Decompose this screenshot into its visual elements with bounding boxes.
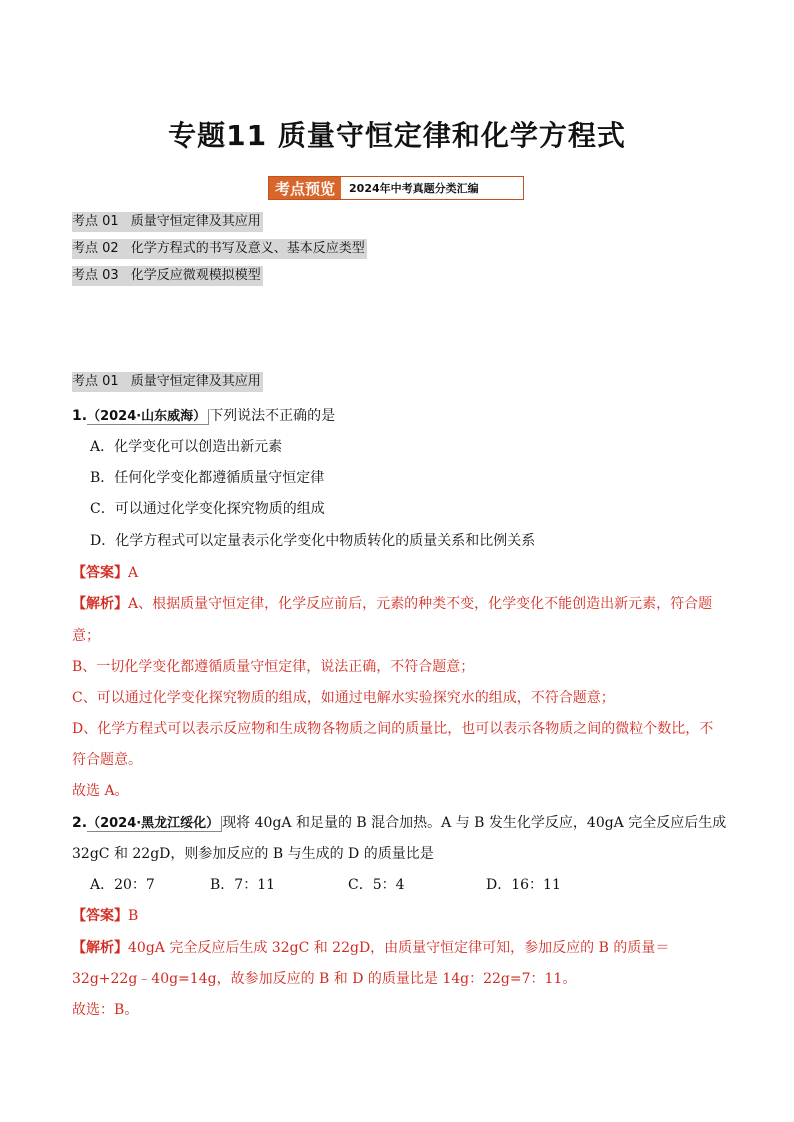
- q1-option-a: A．化学变化可以创造出新元素: [90, 439, 283, 455]
- q2-options: [90, 875, 561, 895]
- q2-option-c: C．5：4: [348, 877, 405, 893]
- q2-answer-label: 【答案】: [72, 908, 128, 924]
- badge-text: 2024年中考真题分类汇编: [349, 182, 479, 195]
- section-label: 质量守恒定律及其应用: [130, 374, 261, 389]
- q1-analysis-text: A、根据质量守恒定律，化学反应前后，元素的种类不变，化学变化不能创造出新元素，符合题: [128, 596, 713, 612]
- q2-answer-value: B: [128, 908, 139, 924]
- q1-answer: [72, 563, 138, 583]
- q2-stem-text: 现将 40gA 和足量的 B 混合加热。A 与 B 发生化学反应，40gA 完全反应后生成: [222, 815, 727, 831]
- q1-number: 1.: [72, 408, 88, 424]
- q2-number: 2.: [72, 815, 88, 831]
- q1-option-c: C．可以通过化学变化探究物质的组成: [90, 501, 325, 517]
- q2-analysis-label: 【解析】: [72, 940, 128, 956]
- toc-item-02[interactable]: [72, 239, 367, 259]
- toc-label: 质量守恒定律及其应用: [130, 214, 261, 229]
- q2-option-a: A．20：7: [90, 877, 155, 893]
- q2-analysis-line-3: 故选：B。: [72, 1002, 139, 1018]
- section-heading: [72, 372, 263, 392]
- q1-analysis-line-4: C、可以通过化学变化探究物质的组成，如通过电解水实验探究水的组成，不符合题意；: [72, 690, 615, 706]
- q1-answer-label: 【答案】: [72, 565, 128, 581]
- q1-option-b: B．任何化学变化都遵循质量守恒定律: [90, 470, 325, 486]
- preview-badge: [268, 176, 524, 200]
- q2-option-d: D．16：11: [486, 877, 561, 893]
- q2-stem-line-2: 32gC 和 22gD，则参加反应的 B 与生成的 D 的质量比是: [72, 846, 434, 862]
- q1-analysis-line-2: 意；: [72, 628, 100, 644]
- q1-analysis-line-5: D、化学方程式可以表示反应物和生成物各物质之间的质量比，也可以表示各物质之间的微粒个数比，不: [72, 721, 714, 737]
- toc-label: 化学方程式的书写及意义、基本反应类型: [130, 241, 365, 256]
- q2-source: （2024·黑龙江绥化）: [87, 816, 222, 832]
- q1-analysis-line-1: [72, 594, 712, 614]
- q1-source: （2024·山东威海）: [87, 409, 209, 425]
- toc-num: 考点 02: [72, 241, 119, 256]
- q1-answer-value: A: [128, 565, 139, 581]
- toc-item-01[interactable]: [72, 212, 263, 232]
- toc-num: 考点 01: [72, 214, 119, 229]
- q2-answer: [72, 906, 138, 926]
- q1-stem: [72, 406, 335, 427]
- q1-analysis-line-7: 故选 A。: [72, 783, 129, 799]
- q2-stem: [72, 813, 726, 834]
- q1-analysis-line-3: B、一切化学变化都遵循质量守恒定律，说法正确，不符合题意；: [72, 659, 475, 675]
- page-title: 专题11 质量守恒定律和化学方程式: [168, 119, 626, 152]
- toc-item-03[interactable]: [72, 266, 263, 286]
- section-num: 考点 01: [72, 374, 119, 389]
- q2-analysis-line-1: [72, 938, 669, 958]
- q2-analysis-line-2: 32g+22g﹣40g=14g，故参加反应的 B 和 D 的质量比是 14g：22g=7：11。: [72, 971, 577, 987]
- toc-label: 化学反应微观模拟模型: [130, 268, 261, 283]
- badge-tag: 考点预览: [269, 177, 341, 199]
- q1-stem-text: 下列说法不正确的是: [209, 408, 336, 424]
- q1-option-d: D．化学方程式可以定量表示化学变化中物质转化的质量关系和比例关系: [90, 533, 536, 549]
- toc-num: 考点 03: [72, 268, 119, 283]
- q2-analysis-text: 40gA 完全反应后生成 32gC 和 22gD，由质量守恒定律可知，参加反应的 B 的质量＝: [128, 940, 670, 956]
- q2-option-b: B．7：11: [210, 877, 276, 893]
- q1-analysis-line-6: 符合题意。: [72, 752, 142, 768]
- q1-analysis-label: 【解析】: [72, 596, 128, 612]
